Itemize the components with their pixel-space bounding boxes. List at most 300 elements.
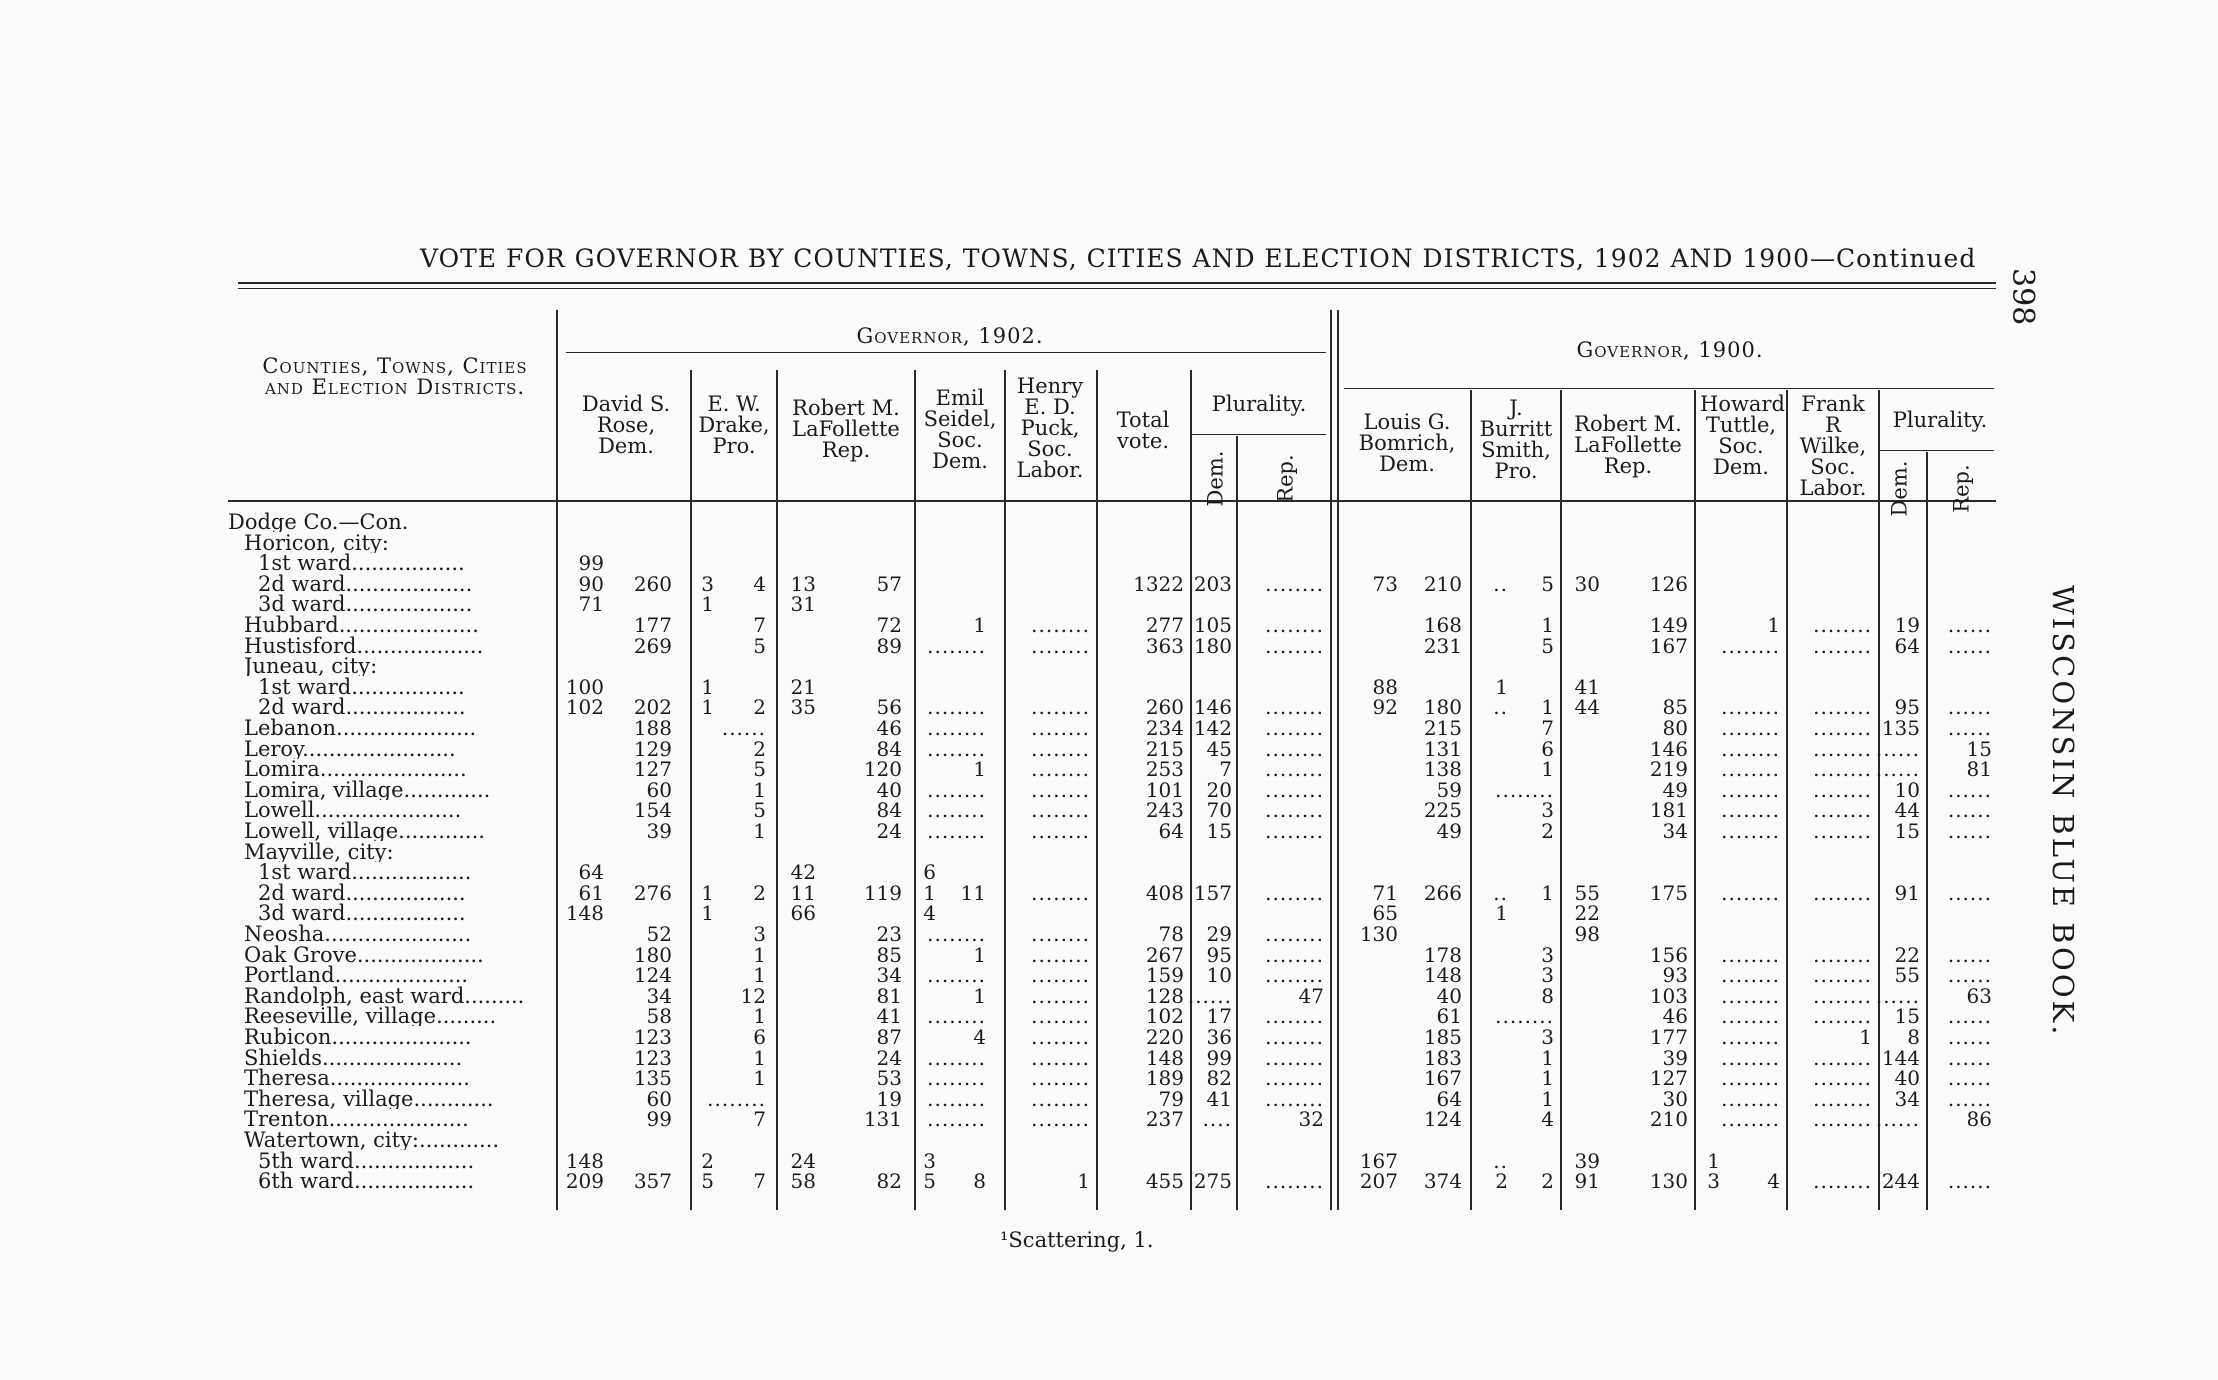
- cell-pd0: ......: [1875, 983, 1920, 1008]
- cell-pr0: ......: [1947, 798, 1992, 823]
- district-name: Lomira......................: [244, 759, 467, 780]
- cell-puck: ........: [1031, 716, 1090, 740]
- cell-puck: ........: [1031, 819, 1090, 843]
- cell-bom: 61: [1436, 1004, 1462, 1029]
- cell-pr: ........: [1265, 695, 1324, 720]
- cell-drake: 1: [753, 1066, 766, 1091]
- cell-pr: 32: [1298, 1107, 1324, 1132]
- cell-total: 159: [1145, 963, 1184, 988]
- plurality1900-underline: [1880, 450, 1994, 451]
- cell-laf: 131: [863, 1107, 902, 1132]
- cell-seidel: ........: [927, 633, 986, 658]
- cell-pd0: 8: [1907, 1025, 1920, 1049]
- cell-pr: ........: [1265, 963, 1324, 988]
- cell-total: 78: [1158, 922, 1184, 946]
- cell-bom: 185: [1423, 1025, 1462, 1049]
- cell-laf0-w: 22: [1574, 901, 1600, 926]
- cell-drake: 1: [753, 1004, 766, 1029]
- cell-puck: ........: [1031, 777, 1090, 802]
- cell-pr: ........: [1265, 777, 1324, 802]
- cell-smith-w: ..: [1493, 695, 1508, 720]
- cell-smith: 1: [1541, 1066, 1554, 1091]
- cell-pr: 47: [1298, 983, 1324, 1008]
- cell-total: 215: [1145, 736, 1184, 761]
- cell-puck: ........: [1031, 757, 1090, 782]
- district-name: 3d ward...................: [258, 594, 473, 615]
- cell-smith-w: 1: [1495, 674, 1508, 699]
- rep-header: Rep.: [1273, 454, 1298, 503]
- cell-laf-w: 58: [790, 1169, 816, 1194]
- cell-laf-w: 31: [790, 592, 816, 617]
- district-name: Theresa.....................: [244, 1068, 470, 1089]
- district-name: Rubicon.....................: [244, 1027, 472, 1047]
- cell-total: 243: [1145, 798, 1184, 823]
- cell-bom: 49: [1436, 819, 1462, 843]
- cell-tuttle: ........: [1721, 983, 1780, 1008]
- cell-puck: ........: [1031, 1107, 1090, 1132]
- cell-drake: 4: [753, 571, 766, 596]
- cell-pr0: 63: [1966, 983, 1992, 1008]
- cell-pr0: ......: [1947, 1025, 1992, 1049]
- cell-laf0: 156: [1649, 942, 1688, 967]
- cell-laf0: 130: [1649, 1169, 1688, 1194]
- cell-pr0: 81: [1966, 757, 1992, 782]
- district-name: 2d ward..................: [258, 697, 466, 718]
- cell-laf0: 167: [1649, 633, 1688, 658]
- cell-wilke: ........: [1813, 1086, 1872, 1111]
- laf1902-header: Robert M. LaFollette Rep.: [792, 396, 900, 462]
- district-name: Hustisford...................: [244, 635, 484, 656]
- cell-smith-w: 2: [1495, 1169, 1508, 1194]
- table-row: [0, 1148, 2218, 1173]
- rose-header: David S. Rose, Dem.: [581, 392, 671, 458]
- cell-seidel: 4: [973, 1025, 986, 1049]
- cell-pr: ........: [1265, 633, 1324, 658]
- cell-bom: 231: [1423, 633, 1462, 658]
- cell-bom: 210: [1423, 571, 1462, 596]
- header-bottom-rule: [228, 500, 1996, 502]
- cell-total: 148: [1145, 1045, 1184, 1070]
- cell-laf0-w: 44: [1574, 695, 1600, 720]
- cell-pr: ........: [1265, 1169, 1324, 1194]
- cell-smith: 5: [1541, 571, 1554, 596]
- cell-tuttle: ........: [1721, 1107, 1780, 1132]
- cell-rose: 269: [633, 633, 672, 658]
- cell-laf-w: 11: [790, 880, 816, 905]
- cell-pd: 7: [1219, 757, 1232, 782]
- cell-tuttle: 4: [1767, 1169, 1780, 1194]
- cell-laf0: 49: [1662, 777, 1688, 802]
- cell-rose-w: 61: [578, 880, 604, 905]
- cell-smith: 1: [1541, 757, 1554, 782]
- cell-total: 1322: [1133, 571, 1184, 596]
- cell-laf0: 93: [1662, 963, 1688, 988]
- cell-smith: 3: [1541, 942, 1554, 967]
- table-row: [0, 533, 2218, 553]
- cell-puck: ........: [1031, 1066, 1090, 1091]
- cell-laf: 57: [876, 571, 902, 596]
- cell-tuttle: ........: [1721, 757, 1780, 782]
- cell-tuttle: ........: [1721, 880, 1780, 905]
- cell-smith: 3: [1541, 963, 1554, 988]
- cell-bom-w: 167: [1359, 1148, 1398, 1173]
- cell-pr: ........: [1265, 819, 1324, 843]
- cell-pr0: ......: [1947, 819, 1992, 843]
- table-row: [0, 924, 2218, 944]
- cell-rose-w: 209: [565, 1169, 604, 1194]
- cell-tuttle-w: 3: [1707, 1169, 1720, 1194]
- cell-puck: ........: [1031, 963, 1090, 988]
- cell-tuttle: ........: [1721, 736, 1780, 761]
- cell-smith-w: ..: [1493, 571, 1508, 596]
- cell-seidel: 8: [973, 1169, 986, 1194]
- cell-rose-w: 148: [565, 901, 604, 926]
- cell-laf0-w: 30: [1574, 571, 1600, 596]
- cell-bom: 40: [1436, 983, 1462, 1008]
- cell-smith: 1: [1541, 695, 1554, 720]
- table-row: [0, 656, 2218, 676]
- cell-tuttle: ........: [1721, 777, 1780, 802]
- cell-wilke: ........: [1813, 1107, 1872, 1132]
- cell-drake: 5: [753, 757, 766, 782]
- cell-laf0: 39: [1662, 1045, 1688, 1070]
- cell-pd0: 135: [1881, 716, 1920, 740]
- cell-pr0: ......: [1947, 942, 1992, 967]
- cell-wilke: ........: [1813, 1004, 1872, 1029]
- cell-laf0: 85: [1662, 695, 1688, 720]
- cell-drake: 1: [753, 963, 766, 988]
- row-header: Counties, Towns, Cities and Election Districts.: [262, 354, 528, 399]
- district-name: Neosha......................: [244, 924, 472, 944]
- cell-rose-w: 102: [565, 695, 604, 720]
- cell-wilke: ........: [1813, 757, 1872, 782]
- cell-pd: 180: [1193, 633, 1232, 658]
- laf1900-header: Robert M. LaFollette Rep.: [1574, 412, 1682, 478]
- cell-pd0: ......: [1875, 1107, 1920, 1132]
- cell-pr: ........: [1265, 716, 1324, 740]
- cell-pd: 203: [1193, 571, 1232, 596]
- cell-wilke: ........: [1813, 1169, 1872, 1194]
- cell-laf: 84: [876, 736, 902, 761]
- cell-laf: 46: [876, 716, 902, 740]
- district-name: 5th ward..................: [258, 1150, 475, 1171]
- cell-seidel: ........: [927, 819, 986, 843]
- cell-laf-w: 66: [790, 901, 816, 926]
- cell-drake-w: 1: [701, 901, 714, 926]
- cell-bom: 138: [1423, 757, 1462, 782]
- cell-pd: 15: [1206, 819, 1232, 843]
- cell-seidel-w: 4: [923, 901, 936, 926]
- cell-laf: 119: [863, 880, 902, 905]
- cell-total: 102: [1145, 1004, 1184, 1029]
- cell-drake: 2: [753, 880, 766, 905]
- cell-laf-w: 24: [790, 1148, 816, 1173]
- table-row: [0, 777, 2218, 802]
- cell-pd: 95: [1206, 942, 1232, 967]
- table-row: [0, 942, 2218, 967]
- cell-wilke: ........: [1813, 633, 1872, 658]
- district-name: Lomira, village.............: [244, 779, 491, 800]
- district-name: 6th ward..................: [258, 1171, 475, 1192]
- cell-pd: 146: [1193, 695, 1232, 720]
- cell-laf0-w: 41: [1574, 674, 1600, 699]
- cell-seidel: 1: [973, 942, 986, 967]
- cell-laf0: 103: [1649, 983, 1688, 1008]
- cell-pr0: ......: [1947, 880, 1992, 905]
- cell-seidel: ........: [927, 716, 986, 740]
- dem-header: Dem.: [1203, 450, 1228, 507]
- cell-rose: 357: [633, 1169, 672, 1194]
- table-row: [0, 1004, 2218, 1029]
- cell-puck: ........: [1031, 736, 1090, 761]
- cell-pd: ....: [1202, 1107, 1232, 1132]
- cell-laf0: 210: [1649, 1107, 1688, 1132]
- cell-seidel: ........: [927, 1045, 986, 1070]
- cell-pd: 29: [1206, 922, 1232, 946]
- cell-pd: 36: [1206, 1025, 1232, 1049]
- top-rule-2: [238, 288, 1996, 289]
- cell-drake-w: 1: [701, 880, 714, 905]
- district-name: 3d ward..................: [258, 903, 466, 924]
- cell-drake: 3: [753, 922, 766, 946]
- cell-puck: ........: [1031, 880, 1090, 905]
- cell-pr: ........: [1265, 571, 1324, 596]
- gov1900-underline: [1344, 388, 1994, 389]
- cell-drake: 6: [753, 1025, 766, 1049]
- cell-smith: 1: [1541, 1045, 1554, 1070]
- cell-bom: 167: [1423, 1066, 1462, 1091]
- cell-pd0: 44: [1894, 798, 1920, 823]
- cell-pd0: 95: [1894, 695, 1920, 720]
- cell-seidel: ........: [927, 1004, 986, 1029]
- cell-pd: 142: [1193, 716, 1232, 740]
- cell-rose: 39: [646, 819, 672, 843]
- table-row: [0, 963, 2218, 988]
- cell-total: 455: [1145, 1169, 1184, 1194]
- cell-laf0: 175: [1649, 880, 1688, 905]
- cell-wilke: ........: [1813, 736, 1872, 761]
- cell-smith: 1: [1541, 880, 1554, 905]
- cell-drake: 2: [753, 695, 766, 720]
- district-name: Oak Grove...................: [244, 944, 484, 965]
- book-title: WISCONSIN BLUE BOOK.: [2046, 585, 2080, 1038]
- cell-laf-w: 35: [790, 695, 816, 720]
- cell-tuttle: ........: [1721, 819, 1780, 843]
- cell-total: 267: [1145, 942, 1184, 967]
- cell-bom: 225: [1423, 798, 1462, 823]
- cell-total: 253: [1145, 757, 1184, 782]
- cell-tuttle: ........: [1721, 1025, 1780, 1049]
- cell-bom: 148: [1423, 963, 1462, 988]
- table-row: [0, 615, 2218, 635]
- cell-smith: ........: [1495, 1004, 1554, 1029]
- plurality1900-header: Plurality.: [1892, 408, 1988, 432]
- cell-drake-w: 1: [701, 592, 714, 617]
- cell-rose: 127: [633, 757, 672, 782]
- district-name: Lebanon.....................: [244, 718, 477, 738]
- cell-bom-w: 92: [1372, 695, 1398, 720]
- district-name: 2d ward..................: [258, 882, 466, 903]
- cell-wilke: ........: [1813, 716, 1872, 740]
- district-name: Shields.....................: [244, 1047, 463, 1068]
- cell-laf: 19: [876, 1086, 902, 1111]
- cell-laf0: 181: [1649, 798, 1688, 823]
- table-row: [0, 736, 2218, 761]
- cell-tuttle: ........: [1721, 633, 1780, 658]
- cell-seidel: 1: [973, 757, 986, 782]
- cell-laf0: 146: [1649, 736, 1688, 761]
- cell-total: 79: [1158, 1086, 1184, 1111]
- cell-pd0: 64: [1894, 633, 1920, 658]
- table-row: [0, 757, 2218, 782]
- cell-tuttle: ........: [1721, 1045, 1780, 1070]
- cell-pd0: 22: [1894, 942, 1920, 967]
- cell-pr0: ......: [1947, 1045, 1992, 1070]
- cell-pd: 41: [1206, 1086, 1232, 1111]
- cell-rose: 135: [633, 1066, 672, 1091]
- cell-bom: 180: [1423, 695, 1462, 720]
- cell-pd: 70: [1206, 798, 1232, 823]
- cell-total: 189: [1145, 1066, 1184, 1091]
- cell-drake-w: 1: [701, 695, 714, 720]
- cell-pd: 82: [1206, 1066, 1232, 1091]
- table-row: [0, 512, 2218, 532]
- cell-rose-w: 100: [565, 674, 604, 699]
- cell-wilke: ........: [1813, 777, 1872, 802]
- table-row: [0, 674, 2218, 699]
- cell-laf0: 30: [1662, 1086, 1688, 1111]
- cell-pr: ........: [1265, 922, 1324, 946]
- cell-seidel: ........: [927, 1066, 986, 1091]
- cell-pr: ........: [1265, 1004, 1324, 1029]
- table-row: [0, 1066, 2218, 1091]
- table-row: [0, 1086, 2218, 1111]
- cell-laf: 24: [876, 819, 902, 843]
- cell-pr: ........: [1265, 1066, 1324, 1091]
- cell-smith: ........: [1495, 777, 1554, 802]
- cell-laf: 56: [876, 695, 902, 720]
- cell-laf0: 126: [1649, 571, 1688, 596]
- table-row: [0, 860, 2218, 885]
- cell-tuttle: ........: [1721, 942, 1780, 967]
- cell-bom: 131: [1423, 736, 1462, 761]
- district-name: 2d ward...................: [258, 573, 473, 594]
- cell-drake: 1: [753, 942, 766, 967]
- cell-rose: 123: [633, 1045, 672, 1070]
- cell-rose: 58: [646, 1004, 672, 1029]
- plurality-header: Plurality.: [1211, 392, 1307, 416]
- cell-pd: ......: [1187, 983, 1232, 1008]
- cell-tuttle: ........: [1721, 1004, 1780, 1029]
- footnote: ¹Scattering, 1.: [1000, 1228, 1154, 1252]
- table-row: [0, 1169, 2218, 1194]
- cell-pr: ........: [1265, 757, 1324, 782]
- cell-total: 220: [1145, 1025, 1184, 1049]
- cell-puck: ........: [1031, 695, 1090, 720]
- cell-wilke: ........: [1813, 1045, 1872, 1070]
- cell-seidel-w: 6: [923, 860, 936, 885]
- cell-rose: 177: [633, 613, 672, 637]
- cell-pr0: 15: [1966, 736, 1992, 761]
- cell-wilke: ........: [1813, 942, 1872, 967]
- cell-tuttle: ........: [1721, 1066, 1780, 1091]
- cell-drake: 2: [753, 736, 766, 761]
- cell-smith: 3: [1541, 798, 1554, 823]
- cell-drake-w: 2: [701, 1148, 714, 1173]
- cell-rose: 188: [633, 716, 672, 740]
- cell-puck: ........: [1031, 922, 1090, 946]
- district-name: Portland....................: [244, 965, 469, 986]
- cell-puck: ........: [1031, 613, 1090, 637]
- cell-smith: 1: [1541, 613, 1554, 637]
- cell-pr0: ......: [1947, 1086, 1992, 1111]
- cell-tuttle: 1: [1767, 613, 1780, 637]
- cell-smith: 5: [1541, 633, 1554, 658]
- table-row: [0, 1130, 2218, 1150]
- table-row: [0, 571, 2218, 596]
- cell-smith: 6: [1541, 736, 1554, 761]
- cell-pd0: 144: [1881, 1045, 1920, 1070]
- table-row: [0, 695, 2218, 720]
- cell-total: 128: [1145, 983, 1184, 1008]
- cell-tuttle: ........: [1721, 1086, 1780, 1111]
- cell-pd: 99: [1206, 1045, 1232, 1070]
- top-rule: [238, 282, 1996, 284]
- cell-bom: 124: [1423, 1107, 1462, 1132]
- cell-smith: 3: [1541, 1025, 1554, 1049]
- cell-pr: ........: [1265, 736, 1324, 761]
- cell-laf: 89: [876, 633, 902, 658]
- cell-seidel: ........: [927, 695, 986, 720]
- cell-bom-w: 207: [1359, 1169, 1398, 1194]
- cell-rose: 124: [633, 963, 672, 988]
- cell-laf: 41: [876, 1004, 902, 1029]
- cell-total: 260: [1145, 695, 1184, 720]
- smith-header: J. Burritt Smith, Pro.: [1479, 396, 1553, 483]
- cell-laf0: 219: [1649, 757, 1688, 782]
- cell-rose: 276: [633, 880, 672, 905]
- cell-drake-w: 1: [701, 674, 714, 699]
- cell-rose: 34: [646, 983, 672, 1008]
- cell-laf-w: 42: [790, 860, 816, 885]
- cell-smith: 4: [1541, 1107, 1554, 1132]
- cell-drake: 1: [753, 1045, 766, 1070]
- wilke-header: Frank R Wilke, Soc. Labor.: [1799, 392, 1867, 500]
- cell-bom: 374: [1423, 1169, 1462, 1194]
- cell-laf: 40: [876, 777, 902, 802]
- table-row: [0, 1107, 2218, 1132]
- cell-bom: 64: [1436, 1086, 1462, 1111]
- cell-total: 237: [1145, 1107, 1184, 1132]
- cell-rose: 180: [633, 942, 672, 967]
- cell-laf: 87: [876, 1025, 902, 1049]
- district-name: Reeseville, village.........: [244, 1006, 497, 1027]
- cell-laf0: 177: [1649, 1025, 1688, 1049]
- table-row: [0, 718, 2218, 738]
- district-name: Lowell......................: [244, 800, 462, 821]
- cell-laf: 120: [863, 757, 902, 782]
- cell-laf0-w: 91: [1574, 1169, 1600, 1194]
- cell-rose-w: 148: [565, 1148, 604, 1173]
- district-name: 1st ward.................: [258, 676, 465, 697]
- district-name: Leroy.......................: [244, 738, 456, 759]
- cell-pr0: ......: [1947, 613, 1992, 637]
- gov1902-header: Governor, 1902.: [856, 324, 1044, 348]
- district-name: Lowell, village.............: [244, 821, 485, 841]
- cell-puck: ........: [1031, 1086, 1090, 1111]
- cell-bom: 183: [1423, 1045, 1462, 1070]
- cell-drake-w: 5: [701, 1169, 714, 1194]
